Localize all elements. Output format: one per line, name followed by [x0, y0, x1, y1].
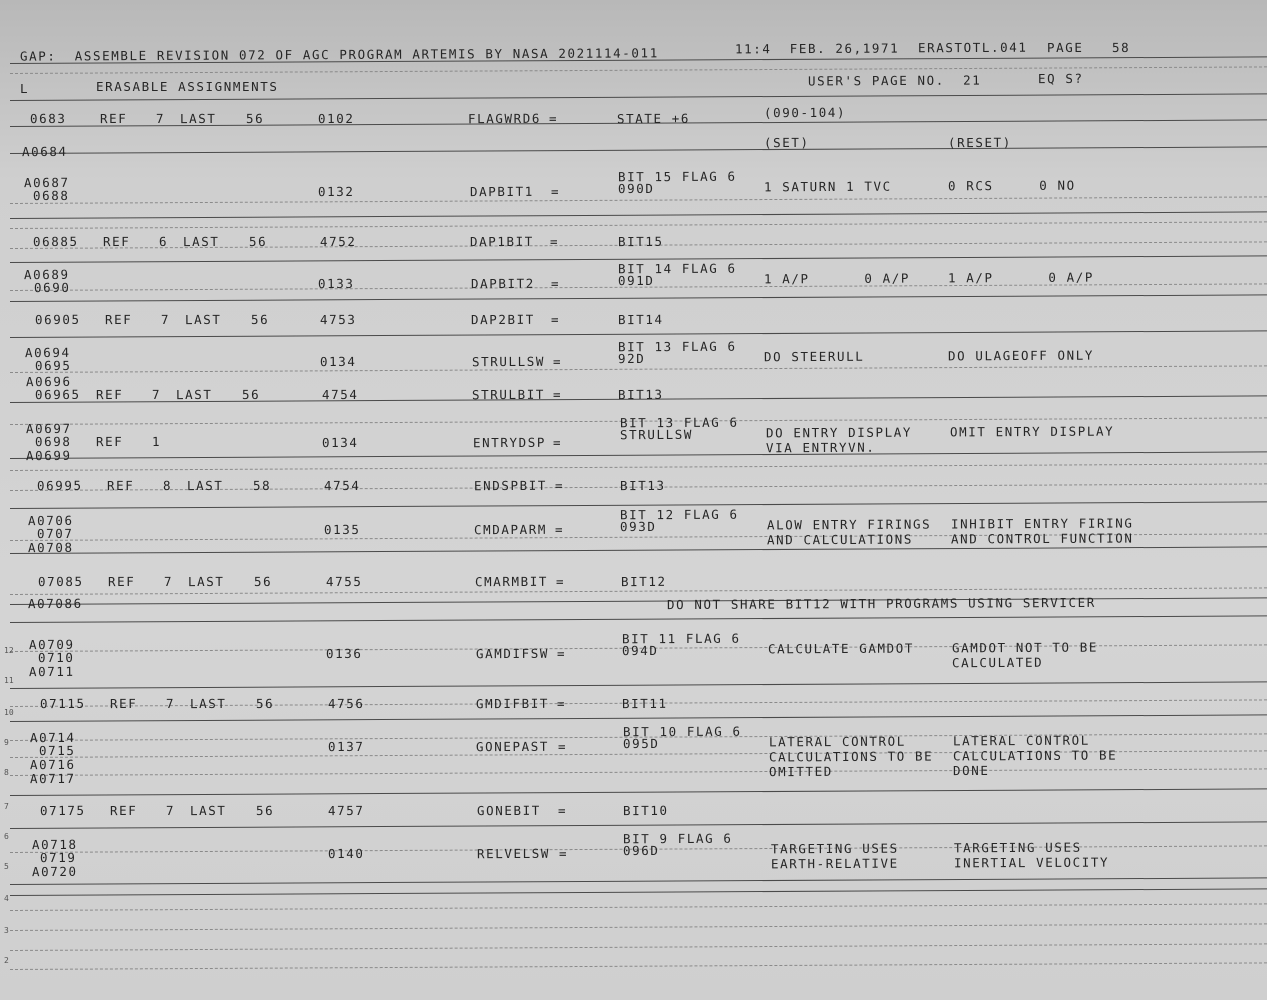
- row-equals: =: [550, 183, 561, 200]
- row-address-3: A0699: [25, 447, 72, 464]
- row-reset-desc: 1 A/P 0 A/P: [947, 269, 1095, 286]
- row-equals: =: [556, 645, 567, 662]
- header-timestamp: 11:4 FEB. 26,1971: [734, 40, 900, 57]
- row-set-desc: DO ENTRY DISPLAY: [765, 424, 913, 441]
- row-equals: =: [554, 521, 565, 538]
- row-symbol-name: GONEBIT: [476, 802, 541, 819]
- row-equals: =: [558, 845, 569, 862]
- row-address-2: 0715: [38, 742, 76, 759]
- row-ref-label: REF: [99, 110, 128, 127]
- row-comment: DO NOT SHARE BIT12 WITH PROGRAMS USING SERVICER: [666, 594, 1096, 613]
- row-address: 0683: [29, 110, 67, 127]
- row-value: 091D: [617, 272, 655, 289]
- row-address-3: A0716: [29, 756, 76, 773]
- row-value: STATE +6: [616, 110, 691, 127]
- row-last-label: LAST: [175, 386, 213, 403]
- row-reset-desc: LATERAL CONTROL: [952, 732, 1090, 749]
- row-symbol-name: CMDAPARM: [473, 521, 548, 538]
- row-last-number: 56: [255, 695, 275, 712]
- row-value: 92D: [617, 350, 646, 367]
- row-ref-label: REF: [109, 695, 138, 712]
- margin-line-number: 9: [4, 738, 9, 747]
- row-last-number: 56: [255, 802, 275, 819]
- row-address-3: A0708: [27, 539, 74, 556]
- row-ref-label: REF: [106, 477, 135, 494]
- row-value: 090D: [617, 180, 655, 197]
- reset-column-header: (RESET): [947, 134, 1012, 151]
- row-last-number: 56: [248, 233, 268, 250]
- row-address-3: A0720: [31, 863, 78, 880]
- row-address-2: 0698: [34, 433, 72, 450]
- row-octal: 0136: [325, 645, 363, 662]
- row-value: STRULLSW: [619, 426, 694, 443]
- row-address: A0687: [23, 174, 70, 191]
- row-value: BIT12: [620, 573, 667, 590]
- row-address-2: 0690: [33, 279, 71, 296]
- row-ref-label: REF: [95, 386, 124, 403]
- row-reset-desc: TARGETING USES: [953, 839, 1082, 856]
- row-equals: =: [557, 802, 568, 819]
- row-last-number: 56: [250, 311, 270, 328]
- row-bit-flag: BIT 13 FLAG 6: [617, 338, 737, 355]
- margin-line-number: 7: [4, 802, 9, 811]
- row-set-desc-2: AND CALCULATIONS: [766, 531, 914, 548]
- row-address-2: 0710: [37, 649, 75, 666]
- row-ref-label: REF: [107, 573, 136, 590]
- row-address-2: 0688: [32, 187, 70, 204]
- row-bit-flag: BIT 9 FLAG 6: [622, 830, 733, 847]
- margin-line-number: 12: [4, 646, 14, 655]
- row-set-desc-2: VIA ENTRYVN.: [765, 439, 876, 456]
- row-set-desc-2: EARTH-RELATIVE: [770, 855, 899, 872]
- row-note: (090-104): [763, 104, 847, 121]
- header-page-number: 58: [1111, 39, 1131, 56]
- row-value: 093D: [619, 518, 657, 535]
- row-bit-flag: BIT 14 FLAG 6: [617, 260, 737, 277]
- row-reset-desc-2: AND CONTROL FUNCTION: [950, 530, 1134, 547]
- row-symbol-name: CMARMBIT: [474, 573, 549, 590]
- row-reset-desc: 0 RCS 0 NO: [947, 177, 1076, 194]
- row-symbol-name: FLAGWRD6: [467, 110, 542, 127]
- row-reset-desc: OMIT ENTRY DISPLAY: [949, 423, 1115, 440]
- row-address: A0714: [29, 729, 76, 746]
- margin-line-number: 11: [4, 676, 14, 685]
- row-reset-desc-2: INERTIAL VELOCITY: [953, 854, 1110, 871]
- row-symbol-name: DAPBIT2: [470, 275, 535, 292]
- row-bit-flag: BIT 12 FLAG 6: [619, 506, 739, 523]
- row-last-number: 56: [253, 573, 273, 590]
- row-octal: 4755: [325, 573, 363, 590]
- row-symbol-name: DAPBIT1: [469, 183, 534, 200]
- row-set-desc: LATERAL CONTROL: [768, 733, 906, 750]
- row-ref-number: 1: [151, 433, 162, 450]
- margin-line-number: 2: [4, 956, 9, 965]
- row-value: 096D: [622, 842, 660, 859]
- row-value: BIT15: [617, 233, 664, 250]
- row-ref-number: 8: [162, 477, 173, 494]
- row-octal: 0102: [317, 110, 355, 127]
- row-value: BIT13: [617, 386, 664, 403]
- row-bit-flag: BIT 11 FLAG 6: [621, 630, 741, 647]
- row-reset-desc-3: DONE: [952, 762, 990, 779]
- row-ref-label: REF: [95, 433, 124, 450]
- row-last-label: LAST: [189, 695, 227, 712]
- row-reset-desc-2: CALCULATED: [951, 654, 1044, 671]
- row-bit-flag: BIT 10 FLAG 6: [622, 723, 742, 740]
- row-symbol-name: RELVELSW: [476, 845, 551, 862]
- row-octal: 0134: [319, 353, 357, 370]
- row-last-label: LAST: [184, 311, 222, 328]
- row-set-desc: TARGETING USES: [770, 840, 899, 857]
- row-address: A0718: [31, 836, 78, 853]
- row-address: A0709: [28, 636, 75, 653]
- row-equals: =: [555, 573, 566, 590]
- row-equals: =: [548, 110, 559, 127]
- row-last-label: LAST: [189, 802, 227, 819]
- row-value: BIT10: [622, 802, 669, 819]
- eq-label: EQ S?: [1037, 70, 1084, 87]
- row-address: A0696: [25, 373, 72, 390]
- row-symbol-name: GMDIFBIT: [475, 695, 550, 712]
- margin-line-number: 3: [4, 926, 9, 935]
- row-bit-flag: BIT 15 FLAG 6: [617, 168, 737, 185]
- section-letter: L: [20, 81, 30, 96]
- row-ref-number: 7: [151, 386, 162, 403]
- row-octal: 0134: [321, 434, 359, 451]
- user-page-number: USER'S PAGE NO. 21: [807, 72, 982, 89]
- row-set-desc: CALCULATE GAMDOT: [767, 640, 915, 657]
- row-ref-number: 7: [165, 695, 176, 712]
- row-ref-label: REF: [102, 233, 131, 250]
- row-symbol-name: DAP2BIT: [470, 311, 535, 328]
- row-set-desc: 1 SATURN 1 TVC: [763, 178, 892, 195]
- row-octal: 0135: [323, 521, 361, 538]
- header-page-label: PAGE: [1046, 39, 1084, 56]
- row-ref-number: 6: [158, 233, 169, 250]
- row-address-2: 06965: [34, 386, 81, 403]
- row-ref-number: 7: [155, 110, 166, 127]
- row-address-4: A0717: [29, 770, 76, 787]
- row-address: A0684: [21, 143, 68, 160]
- row-octal: 0133: [317, 275, 355, 292]
- row-octal: 4756: [327, 695, 365, 712]
- row-symbol-name: STRULBIT: [471, 386, 546, 403]
- row-ref-label: REF: [109, 802, 138, 819]
- row-octal: 0140: [327, 845, 365, 862]
- row-reset-desc: GAMDOT NOT TO BE: [951, 639, 1099, 656]
- row-set-desc-3: OMITTED: [768, 763, 833, 780]
- margin-line-number: 10: [4, 708, 14, 717]
- set-column-header: (SET): [763, 134, 810, 151]
- row-last-number: 56: [245, 110, 265, 127]
- row-address: 07175: [39, 802, 86, 819]
- margin-line-number: 6: [4, 832, 9, 841]
- row-reset-desc-2: CALCULATIONS TO BE: [952, 747, 1118, 764]
- row-octal: 4752: [319, 233, 357, 250]
- row-address: 07115: [39, 695, 86, 712]
- row-symbol-name: ENTRYDSP: [472, 434, 547, 451]
- row-equals: =: [552, 353, 563, 370]
- row-value: 094D: [621, 642, 659, 659]
- row-symbol-name: GONEPAST: [475, 738, 550, 755]
- row-address-3: A0711: [28, 663, 75, 680]
- row-address: 07085: [37, 573, 84, 590]
- row-address: A0706: [27, 512, 74, 529]
- margin-line-number: 4: [4, 894, 9, 903]
- row-reset-desc: INHIBIT ENTRY FIRING: [950, 515, 1134, 532]
- row-set-desc: 1 A/P 0 A/P: [763, 270, 911, 287]
- row-equals: =: [554, 477, 565, 494]
- row-octal: 0137: [327, 738, 365, 755]
- row-symbol-name: STRULLSW: [471, 353, 546, 370]
- row-octal: 4754: [321, 386, 359, 403]
- margin-line-number: 8: [4, 768, 9, 777]
- row-last-number: 58: [252, 477, 272, 494]
- row-address-2: 0719: [39, 849, 77, 866]
- row-reset-desc: DO ULAGEOFF ONLY: [947, 347, 1095, 364]
- row-symbol-name: DAP1BIT: [469, 233, 534, 250]
- header-line: GAP: ASSEMBLE REVISION 072 OF AGC PROGRAM ARTEMIS BY NASA 2021114-011: [19, 45, 659, 64]
- row-address-2: 0707: [36, 525, 74, 542]
- row-octal: 4757: [327, 802, 365, 819]
- row-octal: 4753: [319, 311, 357, 328]
- row-address: 06905: [34, 311, 81, 328]
- row-equals: =: [556, 695, 567, 712]
- row-last-label: LAST: [186, 477, 224, 494]
- row-ref-number: 7: [160, 311, 171, 328]
- row-value: BIT13: [619, 477, 666, 494]
- row-equals: =: [552, 434, 563, 451]
- row-equals: =: [550, 275, 561, 292]
- row-address: A0694: [24, 344, 71, 361]
- row-address: 06885: [32, 233, 79, 250]
- row-equals: =: [552, 386, 563, 403]
- row-address: 06995: [36, 477, 83, 494]
- row-last-number: 56: [241, 386, 261, 403]
- row-set-desc: ALOW ENTRY FIRINGS: [766, 516, 932, 533]
- row-octal: 0132: [317, 183, 355, 200]
- row-set-desc: DO STEERULL: [763, 348, 865, 365]
- row-equals: =: [550, 311, 561, 328]
- row-ref-label: REF: [104, 311, 133, 328]
- row-address: A07086: [27, 595, 83, 612]
- row-equals: =: [557, 738, 568, 755]
- row-set-desc-2: CALCULATIONS TO BE: [768, 748, 934, 765]
- row-octal: 4754: [323, 477, 361, 494]
- row-ref-number: 7: [163, 573, 174, 590]
- row-address: A0697: [25, 420, 72, 437]
- row-value: 095D: [622, 735, 660, 752]
- row-ref-number: 7: [165, 802, 176, 819]
- row-address-2: 0695: [34, 357, 72, 374]
- row-value: BIT11: [621, 695, 668, 712]
- row-last-label: LAST: [187, 573, 225, 590]
- row-bit-flag: BIT 13 FLAG 6: [619, 414, 739, 431]
- margin-line-number: 5: [4, 862, 9, 871]
- row-symbol-name: GAMDIFSW: [475, 645, 550, 662]
- row-equals: =: [549, 233, 560, 250]
- row-address: A0689: [23, 266, 70, 283]
- header-erasable-ref: ERASTOTL.041: [917, 39, 1028, 56]
- row-symbol-name: ENDSPBIT: [473, 477, 548, 494]
- row-value: BIT14: [617, 311, 664, 328]
- row-last-label: LAST: [182, 233, 220, 250]
- row-last-label: LAST: [179, 110, 217, 127]
- section-title: ERASABLE ASSIGNMENTS: [96, 79, 279, 94]
